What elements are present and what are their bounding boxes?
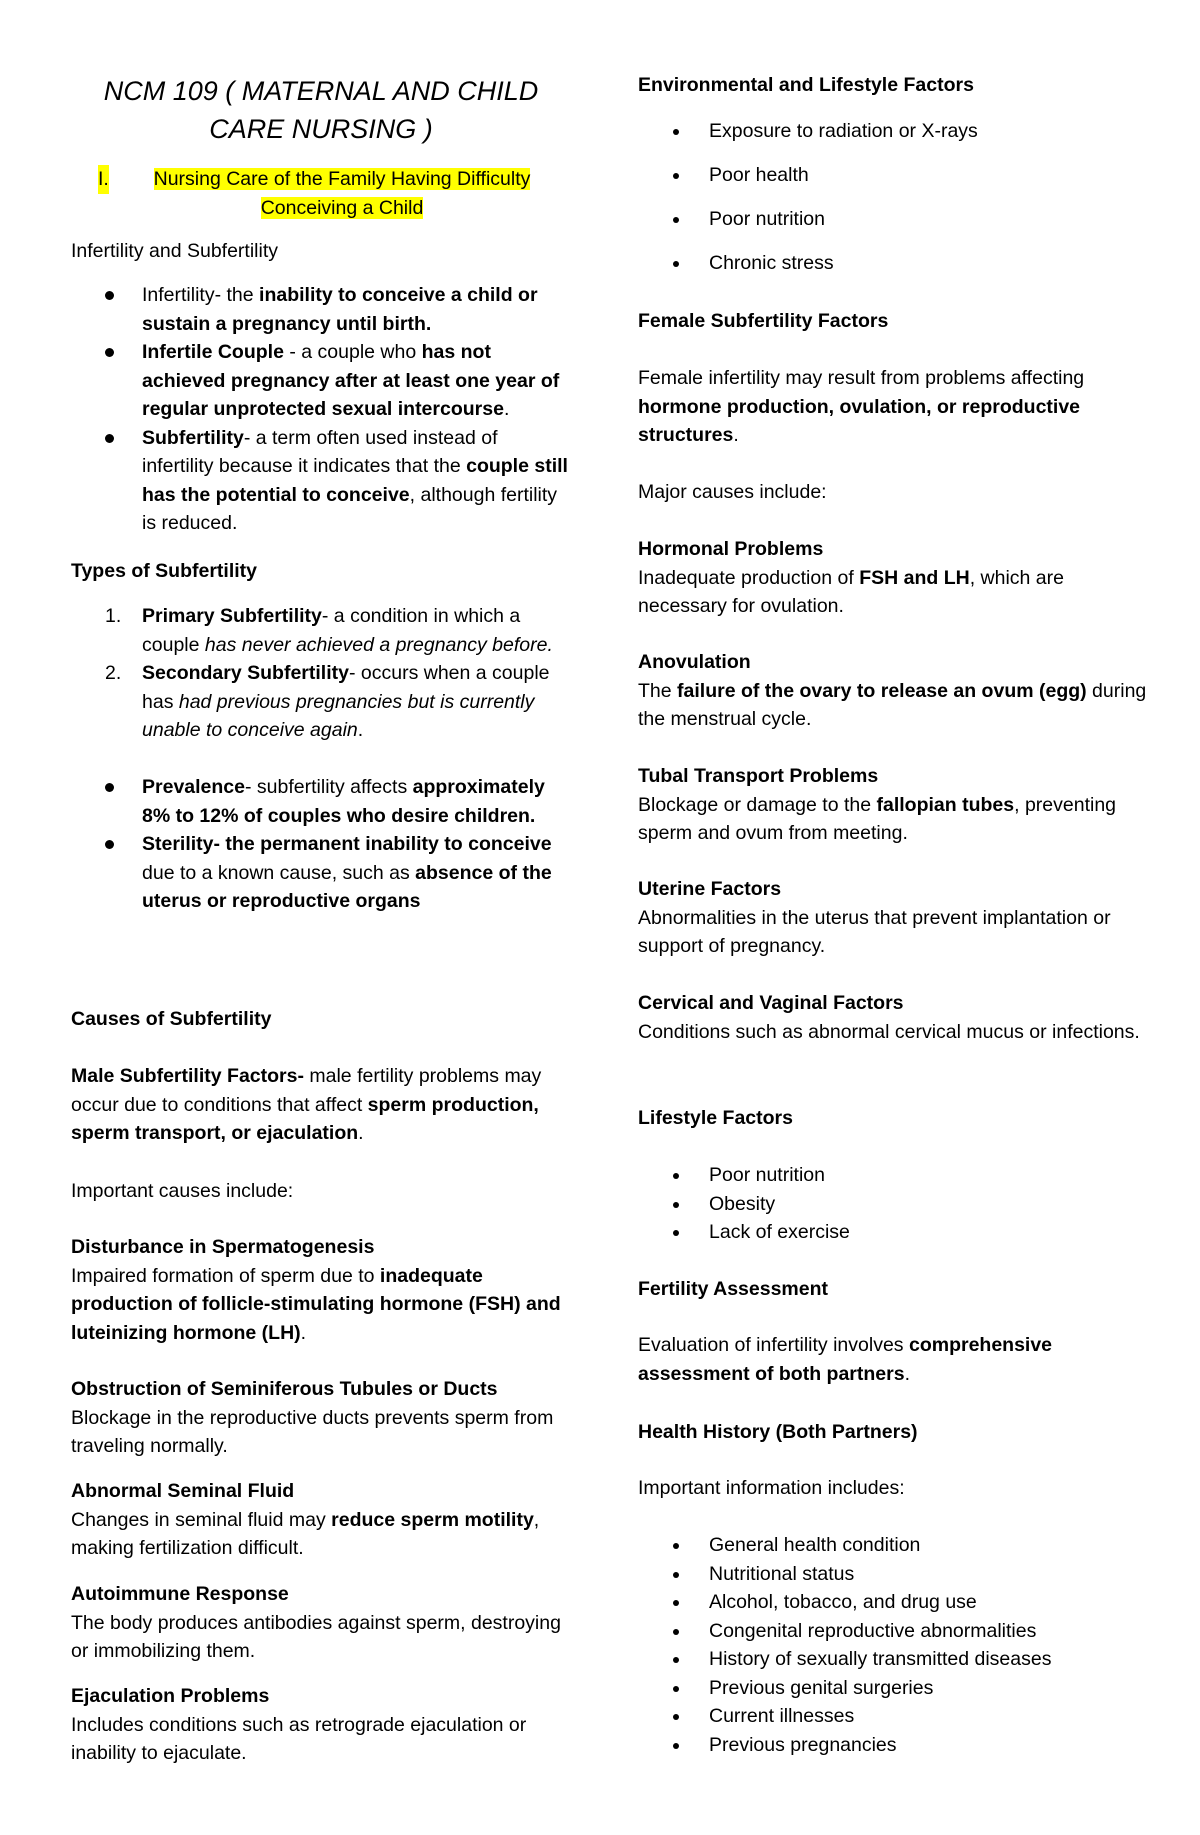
cause-ejaculation: Ejaculation Problems Includes conditions such as retrograde ejaculation or inability to ejaculate.	[71, 1685, 527, 1764]
env-list	[638, 117, 1158, 293]
list-item: Lack of exercise	[638, 1218, 1158, 1247]
list-item: Infertile Couple - a couple who has not achieved pregnancy after at least one year of regular unprotected sexual intercourse.	[71, 338, 571, 424]
title-line-2: CARE NURSING )	[209, 114, 433, 144]
history-heading: Health History (Both Partners)	[638, 1421, 918, 1443]
causes-heading: Causes of Subfertility	[71, 1008, 272, 1030]
list-item: Poor health	[638, 161, 1158, 190]
assessment-heading: Fertility Assessment	[638, 1278, 829, 1300]
list-item: Obesity	[638, 1190, 1158, 1219]
list-item: Nutritional status	[638, 1560, 1158, 1589]
list-item: Congenital reproductive abnormalities	[638, 1617, 1158, 1646]
cause-anovulation: Anovulation The failure of the ovary to release an ovum (egg) during the menstrual cycle.	[638, 651, 1147, 730]
document-title	[71, 72, 571, 148]
assessment-intro: Evaluation of infertility involves comprehensive assessment of both partners.	[638, 1334, 1053, 1385]
cause-obstruction: Obstruction of Seminiferous Tubules or Ducts Blockage in the reproductive ducts prevents sperm from traveling normally.	[71, 1378, 554, 1457]
section-title: Nursing Care of the Family Having Difficulty Conceiving a Child	[153, 168, 531, 219]
cause-spermatogenesis: Disturbance in Spermatogenesis Impaired formation of sperm due to inadequate production of follicle-stimulating hormone (FSH) and luteinizing hormone (LH).	[71, 1236, 561, 1344]
list-item: Poor nutrition	[638, 1161, 1158, 1190]
list-item: History of sexually transmitted diseases	[638, 1645, 1158, 1674]
env-heading: Environmental and Lifestyle Factors	[638, 74, 974, 96]
list-item: Alcohol, tobacco, and drug use	[638, 1588, 1158, 1617]
cause-hormonal: Hormonal Problems Inadequate production of FSH and LH, which are necessary for ovulation.	[638, 538, 1064, 617]
lifestyle-list	[638, 1161, 1158, 1247]
list-item: Previous pregnancies	[638, 1731, 1158, 1760]
list-item: Chronic stress	[638, 249, 1158, 278]
list-item: General health condition	[638, 1531, 1158, 1560]
cause-cervical: Cervical and Vaginal Factors Conditions such as abnormal cervical mucus or infections.	[638, 992, 1140, 1043]
history-list	[638, 1531, 1158, 1759]
definitions-list	[71, 281, 571, 538]
cause-autoimmune: Autoimmune Response The body produces antibodies against sperm, destroying or immobilizing them.	[71, 1583, 561, 1662]
section-heading	[98, 165, 568, 223]
list-item: Poor nutrition	[638, 205, 1158, 234]
list-item: Previous genital surgeries	[638, 1674, 1158, 1703]
list-item: Prevalence- subfertility affects approximately 8% to 12% of couples who desire children.	[71, 773, 571, 830]
cause-seminal-fluid: Abnormal Seminal Fluid Changes in seminal fluid may reduce sperm motility, making fertilization difficult.	[71, 1480, 540, 1559]
title-line-1: NCM 109 ( MATERNAL AND CHILD	[103, 76, 539, 106]
major-causes-label: Major causes include:	[638, 481, 827, 503]
list-item: Exposure to radiation or X-rays	[638, 117, 1158, 146]
history-intro: Important information includes:	[638, 1477, 905, 1499]
list-item: 2. Secondary Subfertility- occurs when a couple has had previous pregnancies but is currently unable to conceive again.	[105, 662, 550, 741]
list-item: 1. Primary Subfertility- a condition in which a couple has never achieved a pregnancy before.	[105, 605, 553, 656]
lifestyle-heading: Lifestyle Factors	[638, 1107, 793, 1129]
list-item: Sterility- the permanent inability to conceive due to a known cause, such as absence of the uterus or reproductive organs	[71, 830, 571, 916]
important-causes-label: Important causes include:	[71, 1180, 294, 1202]
types-list	[71, 602, 571, 745]
list-item: Subfertility- a term often used instead of infertility because it indicates that the couple still has the potential to conceive, although fertility is reduced.	[71, 424, 571, 538]
male-factors-paragraph: Male Subfertility Factors- male fertility problems may occur due to conditions that affect sperm production, sperm transport, or ejaculation.	[71, 1065, 542, 1144]
section-number: I.	[98, 165, 109, 194]
cause-uterine: Uterine Factors Abnormalities in the uterus that prevent implantation or support of pregnancy.	[638, 878, 1111, 957]
infertility-heading: Infertility and Subfertility	[71, 240, 279, 262]
list-item: Current illnesses	[638, 1702, 1158, 1731]
types-heading: Types of Subfertility	[71, 560, 257, 582]
female-heading: Female Subfertility Factors	[638, 310, 889, 332]
cause-tubal: Tubal Transport Problems Blockage or damage to the fallopian tubes, preventing sperm and ovum from meeting.	[638, 765, 1117, 844]
female-intro: Female infertility may result from problems affecting hormone production, ovulation, or reproductive structures.	[638, 367, 1085, 446]
list-item: Infertility- the inability to conceive a child or sustain a pregnancy until birth.	[71, 281, 571, 338]
prevalence-list	[71, 773, 571, 916]
